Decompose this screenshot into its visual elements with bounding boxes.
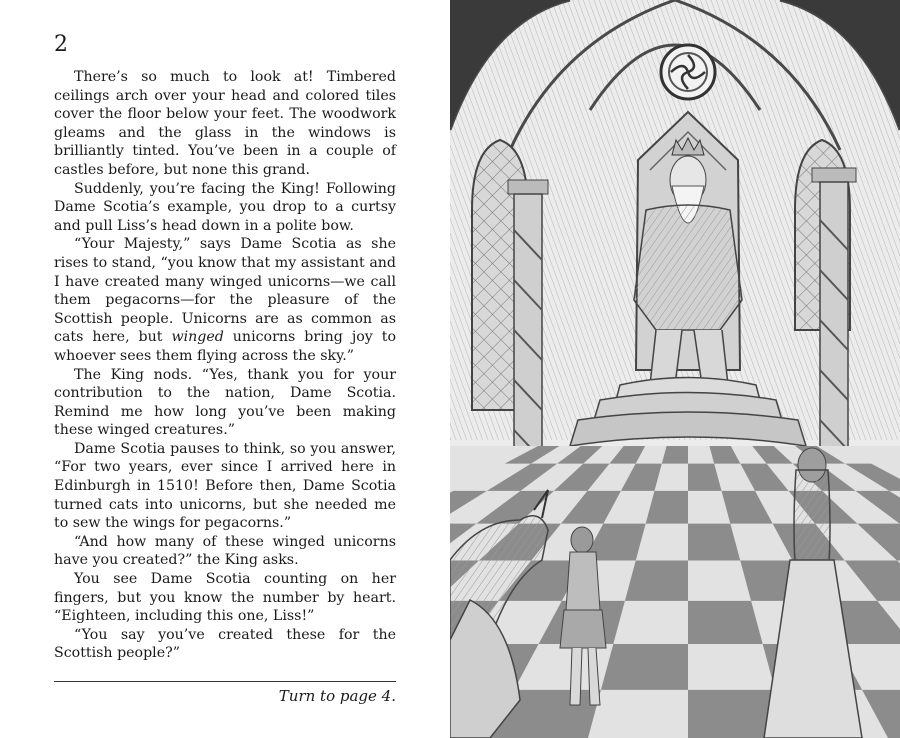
footer-divider xyxy=(54,681,396,682)
floor-tile xyxy=(625,561,688,601)
paragraph: “And how many of these winged unicorns have you created?” the King asks. xyxy=(54,533,396,569)
text-column xyxy=(54,30,396,663)
paragraph: Suddenly, you’re facing the King! Following Dame Scotia’s example, you drop to a curtsy and pull Liss’s head down in a polite bow. xyxy=(54,180,396,234)
rose-window xyxy=(661,45,715,99)
paragraph: You see Dame Scotia counting on her fingers, but you know the number by heart. “Eighteen, including this one, Liss!” xyxy=(54,571,396,625)
paragraph: The King nods. “Yes, thank you for your contribution to the nation, Dame Scotia. Remind me how long you’ve been making these winged creatures.” xyxy=(54,366,396,439)
paragraph: “You say you’ve created these for the Scottish people?” xyxy=(54,626,396,662)
page-number: 2 xyxy=(54,32,68,57)
floor-tile xyxy=(601,644,688,690)
emphasis-text: winged xyxy=(171,329,224,346)
floor-tile xyxy=(688,601,763,644)
paragraph-text: “Your Majesty,” says Dame Scotia as she rises to stand, “you know that my assistant and I have created many winged unicorns—we call them pegacorns—for the pleasure of the Scottish people. Unicorns are as common as cats here, but xyxy=(54,236,396,346)
turn-to-page-instruction: Turn to page 4. xyxy=(278,687,396,705)
illustration-drawing xyxy=(450,0,900,738)
paragraph xyxy=(54,235,396,365)
paragraph-text: unicorns bring joy to whoever sees them flying across the sky.” xyxy=(54,329,397,364)
paragraph: There’s so much to look at! Timbered ceilings arch over your head and colored tiles cover the floor below your feet. The woodwork gleams and the glass in the windows is brilliantly tinted. You’ve been in a couple of castles before, but none this grand. xyxy=(54,69,396,178)
throne-room-illustration xyxy=(450,0,900,738)
paragraph: Dame Scotia pauses to think, so you answer, “For two years, ever since I arrived here in Edinburgh in 1510! Before then, Dame Scotia turned cats into unicorns, but she needed me to sew the wings for pegacorns.” xyxy=(54,440,396,532)
